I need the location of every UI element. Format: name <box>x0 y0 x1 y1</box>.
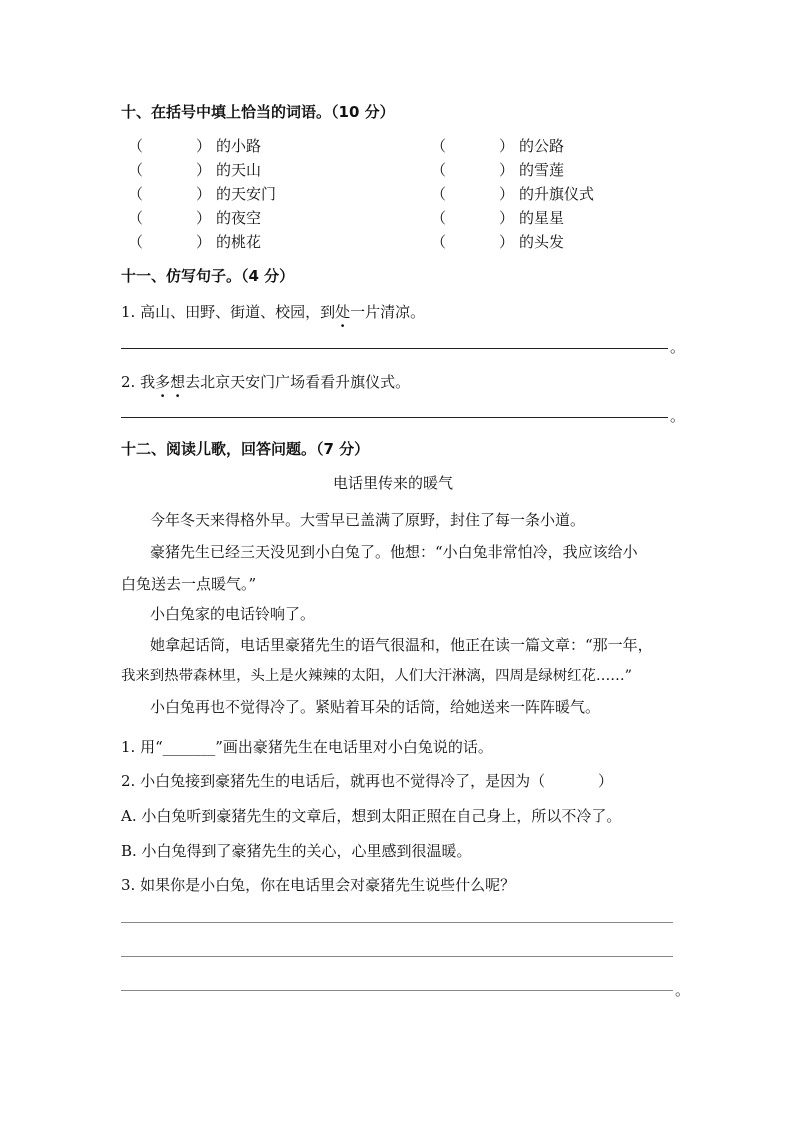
q10-left-item <box>128 135 328 155</box>
story-paragraph-3: 小白兔家的电话铃响了。 <box>150 605 316 623</box>
story-paragraph-1: 今年冬天来得格外早。大雪早已盖满了原野，封住了每一条小道。 <box>150 511 586 529</box>
q10-paren-open: （ <box>431 137 447 155</box>
q12-q1-text-after: ”画出豪猪先生在电话里对小白兔说的话。 <box>215 738 493 756</box>
q12-answer-line-2[interactable] <box>121 956 673 957</box>
q10-paren-close: ） <box>196 161 212 179</box>
q10-paren-close: ） <box>196 185 212 203</box>
q10-paren-close: ） <box>499 209 515 227</box>
q12-title: 十二、阅读儿歌，回答问题。（7 分） <box>121 440 370 458</box>
q11-sentence-2 <box>121 371 410 392</box>
q12-answer-line-1[interactable] <box>121 922 673 923</box>
q10-item-word: 的天山 <box>216 161 262 179</box>
q12-answer-period: 。 <box>675 981 691 999</box>
q11-sentence-1 <box>121 301 425 322</box>
q10-paren-close: ） <box>196 209 212 227</box>
q10-item-word: 的天安门 <box>216 185 277 203</box>
q10-item-word: 的星星 <box>519 209 565 227</box>
q10-paren-open: （ <box>431 185 447 203</box>
q12-question-1 <box>121 736 493 757</box>
q10-item-word: 的升旗仪式 <box>519 185 595 203</box>
q10-right-item <box>431 159 631 179</box>
q10-paren-open: （ <box>431 233 447 251</box>
q10-paren-open: （ <box>431 209 447 227</box>
q10-paren-close: ） <box>196 233 212 251</box>
q11-s2-text-after: 去北京天安门广场看看升旗仪式。 <box>185 373 411 391</box>
story-paragraph-4-line-2: 我来到热带森林里，头上是火辣辣的太阳，人们大汗淋漓，四周是绿树红花……” <box>121 668 633 684</box>
q11-s1-text-before: 1. 高山、田野、街道、校园，到 <box>121 303 336 321</box>
q10-right-item <box>431 231 631 251</box>
q12-option-b[interactable]: B. 小白兔得到了豪猪先生的关心，心里感到很温暖。 <box>121 842 472 860</box>
q11-answer-line-1[interactable] <box>121 348 668 349</box>
story-paragraph-5: 小白兔再也不觉得冷了。紧贴着耳朵的话筒，给她送来一阵阵暖气。 <box>150 698 601 716</box>
q11-s2-dotted-char-1: 多 <box>155 373 171 391</box>
q11-title: 十一、仿写句子。（4 分） <box>121 267 295 285</box>
q10-item-word: 的雪莲 <box>519 161 565 179</box>
q11-answer-line-2[interactable] <box>121 417 668 418</box>
q12-question-3: 3. 如果你是小白兔，你在电话里会对豪猪先生说些什么呢？ <box>121 876 516 894</box>
q10-paren-close: ） <box>499 185 515 203</box>
q10-item-word: 的头发 <box>519 233 565 251</box>
q12-q1-underline-sample: _______ <box>162 738 216 756</box>
q10-paren-open: （ <box>128 233 144 251</box>
q10-left-item <box>128 183 328 203</box>
story-paragraph-2-line-2: 白兔送去一点暖气。” <box>121 575 257 593</box>
q10-left-item <box>128 207 328 227</box>
q12-q1-text-before: 1. 用“ <box>121 738 163 756</box>
q12-answer-line-3[interactable] <box>121 990 673 991</box>
q10-paren-open: （ <box>128 161 144 179</box>
q10-right-item <box>431 135 631 155</box>
story-paragraph-4-line-1: 她拿起话筒，电话里豪猪先生的语气很温和，他正在读一篇文章：“那一年， <box>150 636 653 654</box>
q10-paren-close: ） <box>499 161 515 179</box>
q10-paren-open: （ <box>431 161 447 179</box>
q10-item-word: 的夜空 <box>216 209 262 227</box>
q12-q2-answer-box[interactable] <box>537 770 595 790</box>
q11-s2-text-before: 2. 我 <box>121 373 156 391</box>
q10-right-item <box>431 183 631 203</box>
q11-s2-dotted-char-2: 想 <box>170 373 186 391</box>
q10-title: 十、在括号中填上恰当的词语。（10 分） <box>121 103 395 121</box>
q10-item-word: 的小路 <box>216 137 262 155</box>
q10-item-word: 的桃花 <box>216 233 262 251</box>
q11-s1-text-after: 一片清凉。 <box>350 303 426 321</box>
q10-left-item <box>128 159 328 179</box>
q12-question-2: 2. 小白兔接到豪猪先生的电话后，就再也不觉得冷了，是因为（ <box>121 772 546 790</box>
q11-s1-dotted-char: 处 <box>335 303 351 321</box>
story-paragraph-2-line-1: 豪猪先生已经三天没见到小白兔了。他想：“小白兔非常怕冷，我应该给小 <box>150 543 638 561</box>
q12-q2-answer-paren-close: ） <box>598 772 614 790</box>
q10-item-word: 的公路 <box>519 137 565 155</box>
q12-option-a[interactable]: A. 小白兔听到豪猪先生的文章后，想到太阳正照在自己身上，所以不冷了。 <box>121 807 622 825</box>
q10-paren-open: （ <box>128 137 144 155</box>
q10-paren-open: （ <box>128 185 144 203</box>
q10-right-item <box>431 207 631 227</box>
story-title: 电话里传来的暖气 <box>333 474 454 492</box>
q10-left-item <box>128 231 328 251</box>
q10-paren-close: ） <box>499 233 515 251</box>
q11-period-2: 。 <box>670 407 686 425</box>
q11-period-1: 。 <box>670 338 686 356</box>
q10-paren-close: ） <box>499 137 515 155</box>
q10-paren-close: ） <box>196 137 212 155</box>
q10-paren-open: （ <box>128 209 144 227</box>
